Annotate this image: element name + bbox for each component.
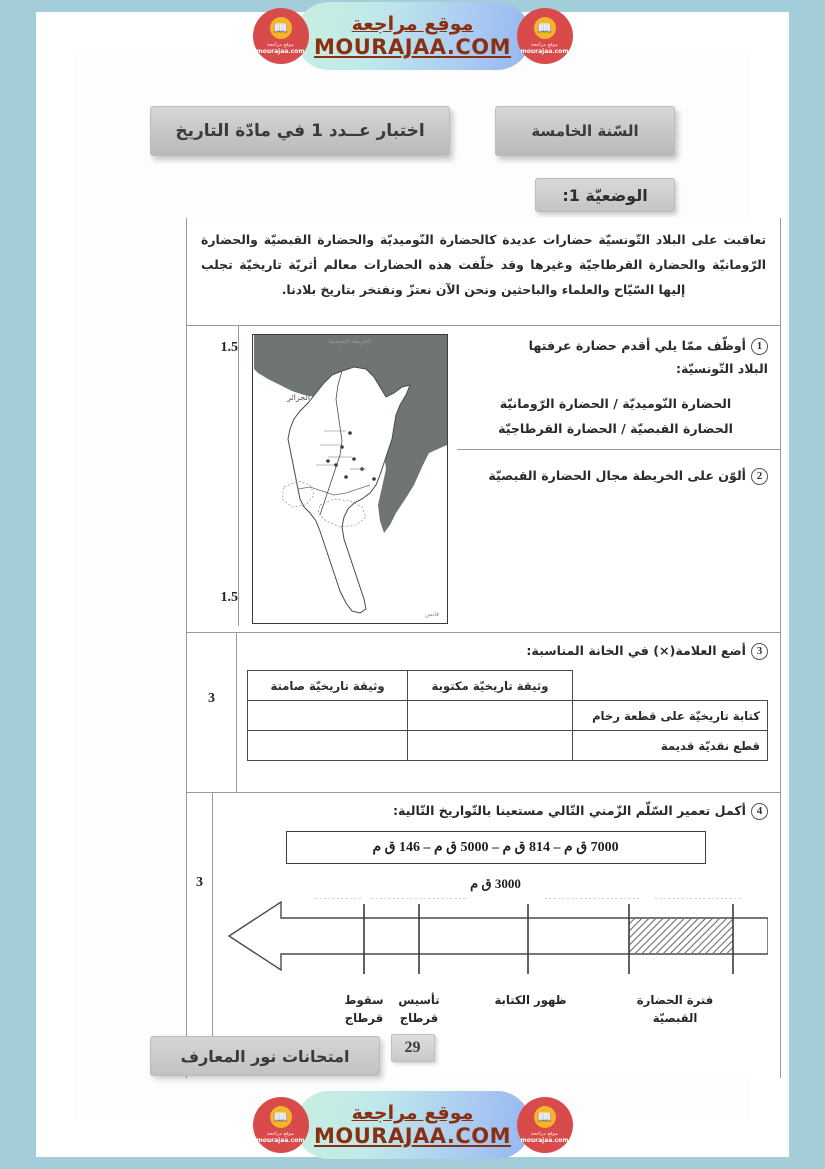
exam-title-ribbon — [150, 106, 450, 156]
score-cell-q3 — [187, 633, 237, 792]
map-scale-label: قابس — [424, 611, 439, 618]
badge-left-line1: موقع مراجعة — [267, 41, 294, 48]
timeline-label-3 — [615, 992, 735, 1028]
question-row-4 — [187, 793, 780, 1053]
question-3 — [247, 639, 768, 662]
question-4-line-1 — [223, 799, 768, 822]
timeline-diagram — [223, 874, 768, 1044]
exam-content-box — [186, 218, 781, 1078]
table-row-label-0: كتابة تاريخيّة على قطعة رخام — [573, 701, 768, 731]
dates-box: 7000 ق م – 814 ق م – 5000 ق م – 146 ق م — [286, 831, 706, 864]
book-icon: 📖 — [534, 17, 556, 39]
timeline-label-2-line-1: ظهور الكتابة — [494, 993, 567, 1008]
score-cell-q4 — [187, 793, 213, 1053]
option-pair-1[interactable]: الحضارة النّوميديّة / الحضارة الرّومانيّة — [499, 395, 732, 411]
watermark-bottom-line2: MOURAJAA.COM — [313, 1124, 512, 1148]
publisher-label: امتحانات نور المعارف — [180, 1046, 350, 1066]
question-1 — [463, 334, 768, 381]
question-3-text: أضع العلامة(×) في الخانة المناسبة: — [526, 643, 746, 658]
question-3-line-1 — [247, 639, 768, 662]
badge-br-line2: mourajaa.com — [520, 1136, 569, 1144]
timeline-caption: 3000 ق م — [470, 876, 521, 892]
question-4 — [223, 799, 768, 822]
question-2-number: 2 — [751, 468, 768, 485]
timeline-label-3-line-2: القبصيّة — [652, 1011, 698, 1026]
question-body-1-2 — [239, 326, 780, 632]
timeline-label-1-line-2: قرطاج — [399, 1011, 439, 1026]
page-number-wrap — [74, 1034, 751, 1062]
watermark-top-line1: موقع مراجعة — [351, 13, 474, 35]
badge-bl-line2: mourajaa.com — [256, 1136, 305, 1144]
question-body-3 — [237, 633, 780, 792]
table-row — [248, 731, 768, 761]
question-4-number: 4 — [751, 803, 768, 820]
table-row-label-1: قطع نقديّة قديمة — [573, 731, 768, 761]
badge-right-line2: mourajaa.com — [520, 47, 569, 55]
table-cell-1-1[interactable] — [408, 731, 573, 761]
question-2 — [463, 464, 768, 487]
situation-badge — [535, 178, 675, 212]
watermark-badge-left — [253, 8, 309, 64]
question-divider — [457, 449, 780, 450]
q12-text-column — [457, 326, 780, 632]
question-row-1-2 — [187, 326, 780, 633]
question-1-line-2: البلاد التّونسيّة: — [675, 361, 768, 377]
table-cell-0-1[interactable] — [408, 701, 573, 731]
watermark-top — [0, 0, 825, 72]
score-value-q4: 3 — [196, 875, 203, 890]
exam-title: اختبار عــدد 1 في مادّة التاريخ — [175, 121, 425, 141]
question-row-3 — [187, 633, 780, 793]
score-value-q1: 1.5 — [220, 340, 238, 355]
table-col-header-1: وثيقة تاريخيّة مكتوبة — [408, 671, 573, 701]
header-band — [150, 106, 675, 158]
timeline-label-0-line-2: قرطاج — [344, 1011, 384, 1026]
table-header-row — [248, 671, 768, 701]
table-row — [248, 701, 768, 731]
grade-label: السّنة الخامسة — [531, 122, 639, 140]
question-2-line-1 — [463, 464, 768, 487]
score-value-q2: 1.5 — [220, 590, 238, 605]
question-1-line-1 — [463, 334, 768, 357]
watermark-badge-bottom-right — [517, 1097, 573, 1153]
timeline-label-3-line-1: فترة الحضارة — [636, 993, 714, 1008]
map-graphic — [254, 335, 447, 622]
question-body-4 — [213, 793, 780, 1053]
watermark-badge-bottom-right-text — [520, 1131, 568, 1145]
table-corner-cell — [573, 671, 768, 701]
badge-bl-line1: موقع مراجعة — [267, 1130, 294, 1137]
question-1-number: 1 — [751, 338, 768, 355]
timeline-label-0-line-1: سقوط — [344, 993, 384, 1008]
document-page — [36, 12, 789, 1157]
table-col-header-0: وثيقة تاريخيّة صامتة — [248, 671, 408, 701]
score-cell-q1 — [187, 326, 239, 626]
q12-wrapper — [239, 326, 780, 632]
score-value-q3: 3 — [208, 691, 215, 706]
tunisia-map[interactable] — [252, 334, 448, 624]
book-icon: 📖 — [270, 17, 292, 39]
map-country-label: الجزائر — [287, 393, 311, 402]
watermark-badge-right-text — [520, 42, 568, 56]
book-icon: 📖 — [534, 1106, 556, 1128]
table-cell-0-0[interactable] — [248, 701, 408, 731]
timeline-label-2 — [483, 992, 578, 1010]
timeline-label-1-line-1: تأسيس — [398, 993, 440, 1008]
watermark-bottom-line1: موقع مراجعة — [351, 1102, 474, 1124]
map-cell — [239, 326, 457, 632]
watermark-pill-bottom[interactable] — [295, 1091, 531, 1159]
watermark-badge-bottom-left — [253, 1097, 309, 1153]
watermark-badge-right — [517, 8, 573, 64]
book-icon: 📖 — [270, 1106, 292, 1128]
question-4-text: أكمل تعمير السّلّم الزّمني التّالي مستعينا بالتّواريخ التّالية: — [392, 803, 746, 818]
watermark-pill-top[interactable] — [295, 2, 531, 70]
classification-table — [247, 670, 768, 761]
option-pair-2[interactable]: الحضارة القبصيّة / الحضارة القرطاجيّة — [498, 420, 733, 436]
badge-left-line2: mourajaa.com — [256, 47, 305, 55]
question-1-text: أوظّف ممّا يلي أقدم حضارة عرفتها — [528, 338, 746, 353]
watermark-badge-left-text — [256, 42, 304, 56]
timeline-label-0 — [326, 992, 402, 1028]
grade-ribbon — [495, 106, 675, 156]
badge-right-line1: موقع مراجعة — [531, 41, 558, 48]
watermark-bottom — [0, 1089, 825, 1161]
intro-paragraph: تعاقبت على البلاد التّونسيّة حضارات عديدة كالحضارة النّوميديّة والحضارة القبصيّة والحضارة الرّومانيّة والحضارة القرطاجيّة وغيرها وقد خلّفت هذه الحضارات معالم أثريّة تاريخيّة تجلب إليها السّيّاح والعلماء والباحثين ونحن الآن نعتزّ ونفتخر بتاريخ بلادنا. — [187, 218, 780, 326]
watermark-top-line2: MOURAJAA.COM — [313, 35, 512, 59]
question-2-text: ألوّن على الخريطة مجال الحضارة القبصيّة — [488, 467, 746, 483]
map-title: الخريطة التونسية — [328, 338, 372, 345]
watermark-badge-bottom-left-text — [256, 1131, 304, 1145]
table-cell-1-0[interactable] — [248, 731, 408, 761]
page-number: 29 — [391, 1034, 435, 1062]
situation-label: الوضعيّة 1: — [562, 185, 648, 205]
question-3-number: 3 — [751, 643, 768, 660]
question-1-options — [463, 391, 768, 441]
badge-br-line1: موقع مراجعة — [531, 1130, 558, 1137]
